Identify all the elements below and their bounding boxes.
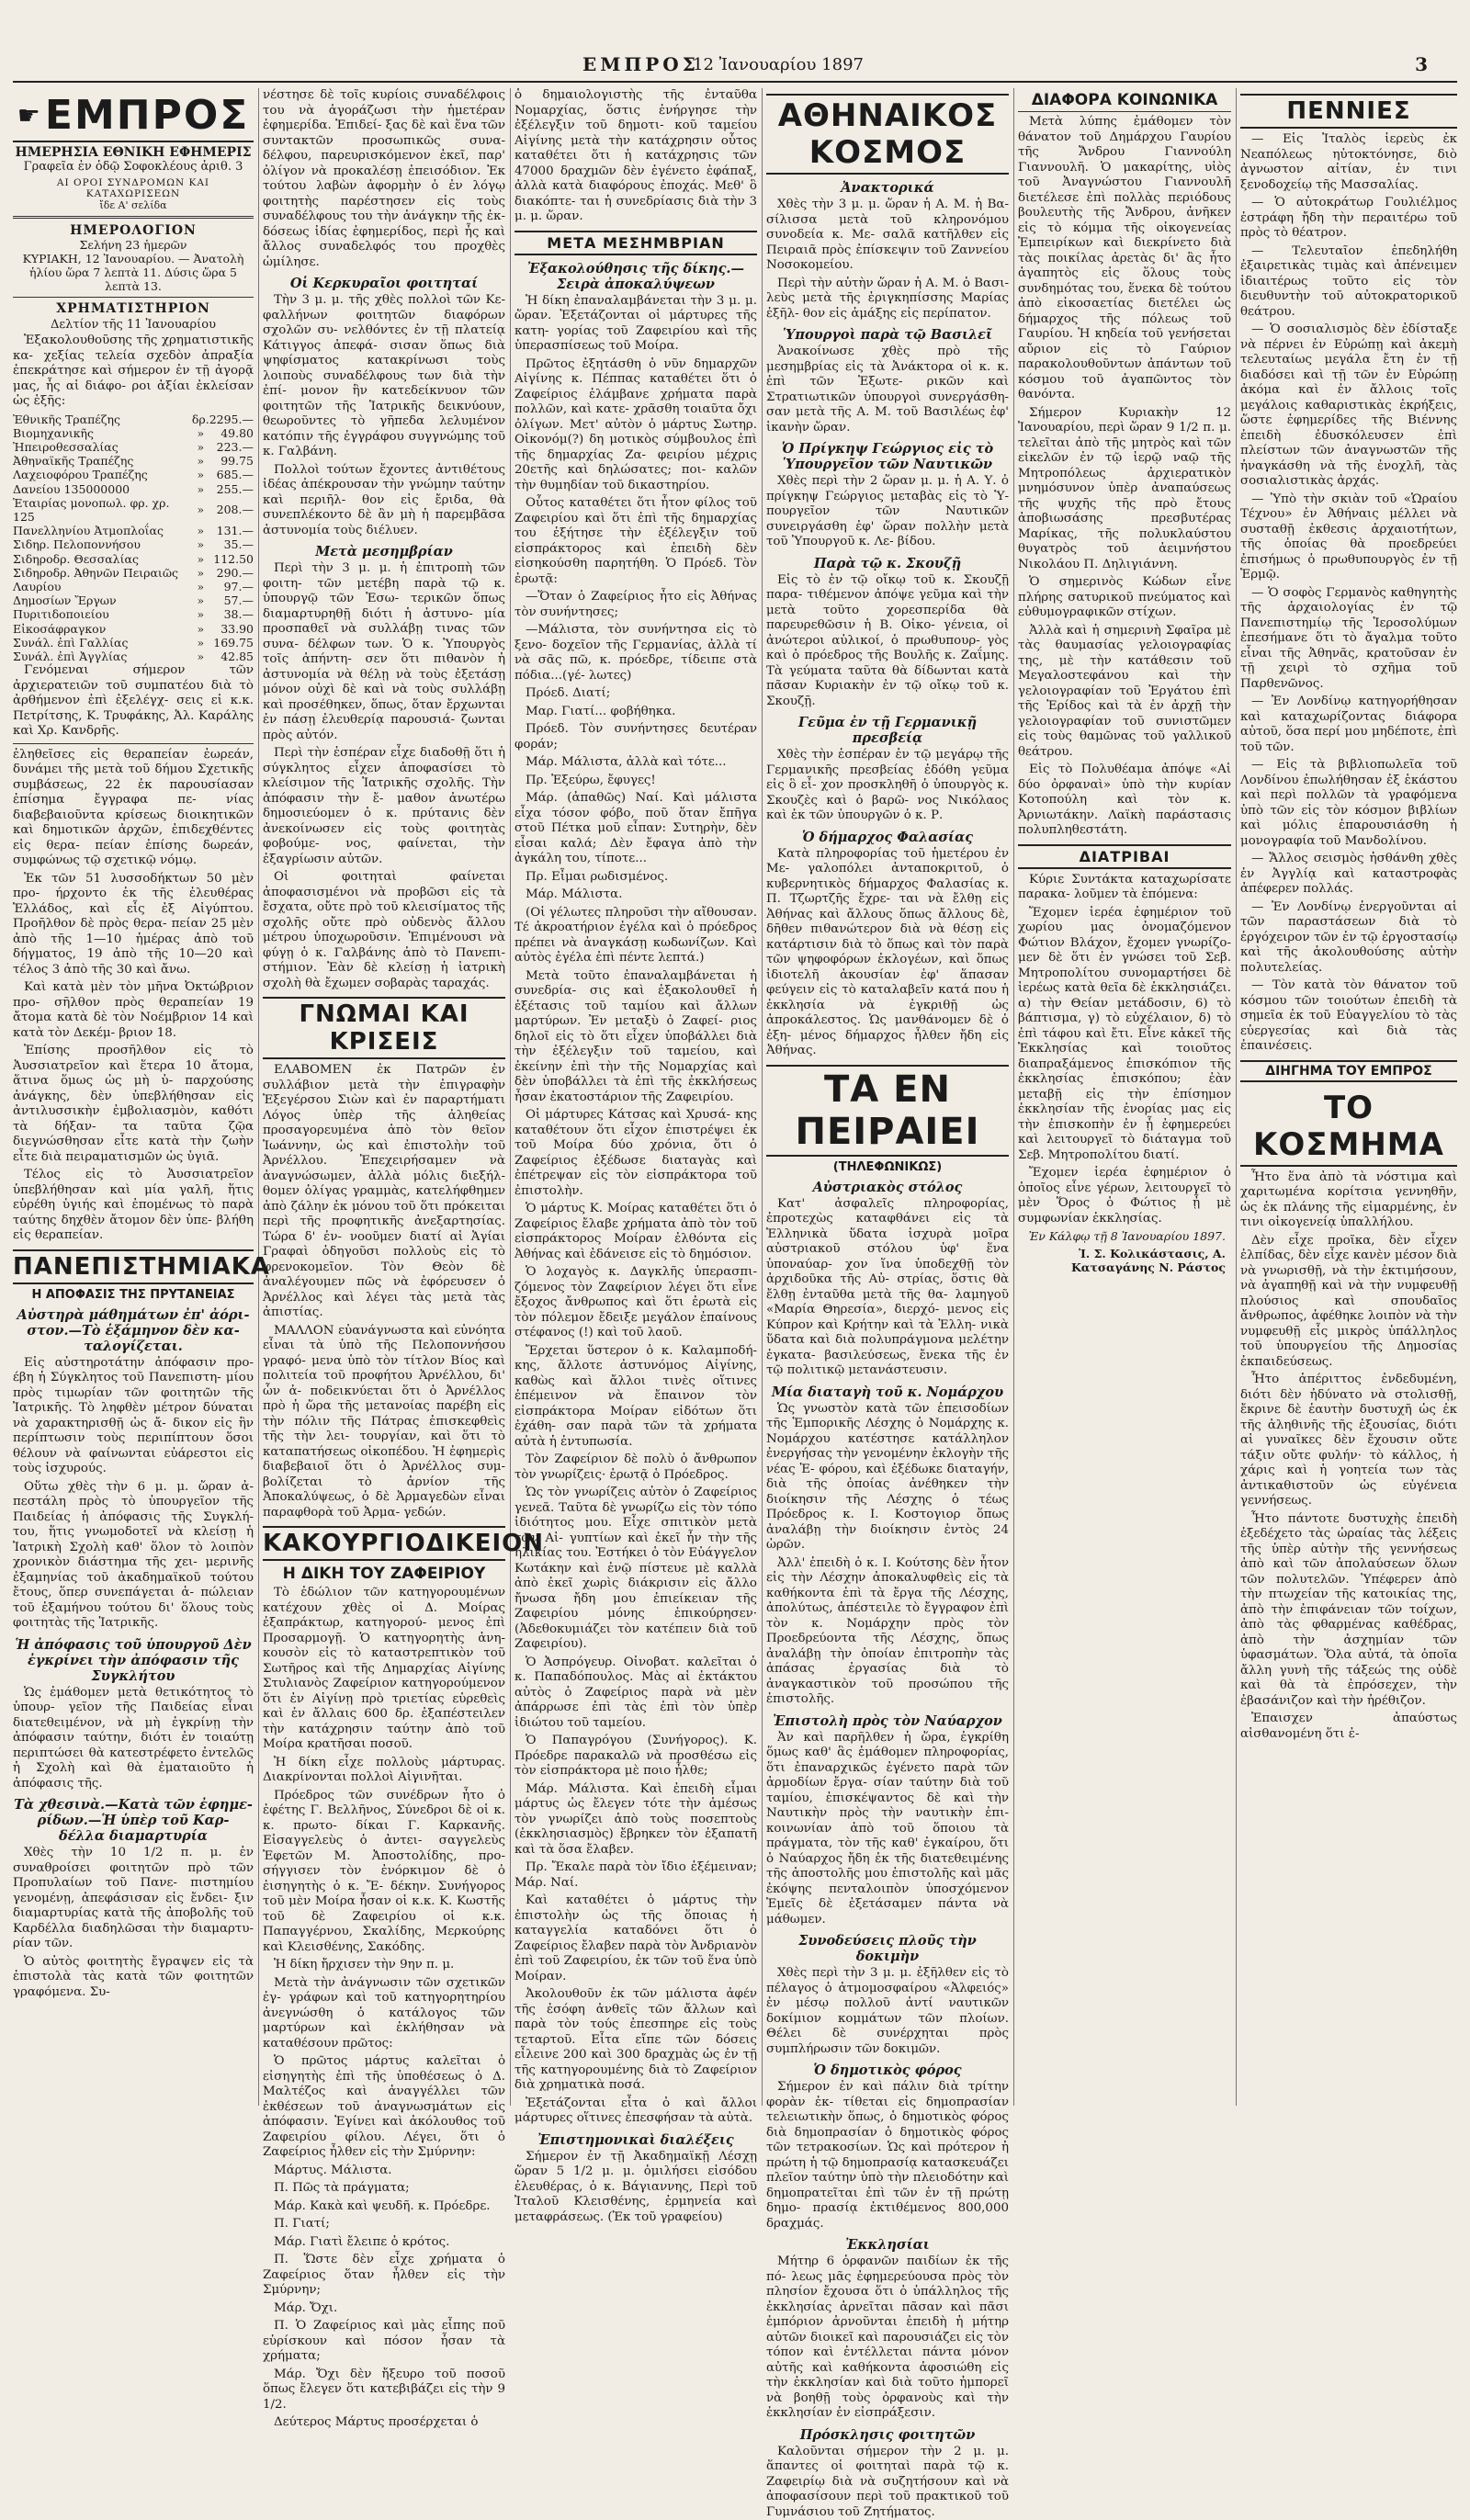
paragraph: —Μάλιστα, τὸν συνήντησα εἰς τὸ ξενο- δοχεῖον τῆς Γερμανίας, ἀλλὰ τί νὰ σᾶς πῶ, κ. πρόεδρε, τίδειπε στὰ πόδια...(γέ- λωτες): [514, 623, 757, 684]
stock-value: 42.85: [209, 650, 254, 663]
stock-row: [13, 552, 254, 566]
headline-diafora: ΔΙΑΦΟΡΑ ΚΟΙΝΩΝΙΚΑ: [1018, 91, 1231, 112]
stock-name: Σιδηροδρ. Ἀθηνῶν Πειραιῶς: [13, 566, 192, 580]
chrematisterion-footer: Γενόμεναι σήμερον τῶν ἀρχιερατειῶν τοῦ συμπατέου διὰ τὸ ἀρθήμενον ἐπὶ ἐξελέγχ- σεις εἰ κ.κ. Πετρίτσης, Κ. Τρυφάκης, Ἀλ. Καράλης καὶ Χρ. Κανδρῆς.: [13, 663, 254, 740]
paragraph: Περὶ τὴν 3 μ. μ. ἡ ἐπιτροπὴ τῶν φοιτη- τῶν μετέβη παρὰ τῷ κ. ὑπουργῷ τῶν Ἐσω- τερικῶν ὅπως διαμαρτυρηθῇ διότι ἡ ἀστυνο- μία προσπαθεῖ νὰ συλλάβῃ τινας τῶν συνα- δέλφων των. Ὁ κ. Ὑπουργὸς τοῖς ἀπήντη- σεν ὅτι πιθανὸν ἡ ἀστυνομία νὰ θέλῃ νὰ τοὺς ἐξετάσῃ μόνον οὐχὶ δὲ καὶ νὰ τοὺς συλλάβῃ καὶ προσέθηκεν, ὅπως, ὅταν ἔρχωνται ἐν πάσῃ ἐλευθερίᾳ παρουσιά- ζωνται πρὸς αὐτόν.: [263, 561, 505, 743]
paragraph: Ἐπαισχεν ἀπαύστως αἰσθανομένη ὅτι ἐ-: [1240, 1712, 1457, 1742]
paragraph: νέστησε δὲ τοῖς κυρίοις συναδέλφοις του νὰ ἀγοράζωσι τὴν ἡμετέραν ἐφημερίδα. Ἐπιδεί- ξας δὲ καὶ ἕνα τῶν συντακτῶν προσωπικῶς συνα- δέλφου, παρευρισκόμενον ἐκεῖ, παρ' ὀλίγον νὰ προκαλέσῃ ἐπεισόδιον. Ἐκ τούτου λαβὼν ἀφορμὴν ὁ ἐν λόγῳ φοιτητὴς παρέστησεν εἰς τοὺς συναδέλφους του τὴν ἀνάγκην τῆς ἐκ- δόσεως ἰδίας ἐφημερίδος, περὶ ἧς καὶ ἄλλος συναδελφός του προχθὲς ὡμίλησε.: [263, 88, 505, 270]
stock-unit: »: [192, 468, 209, 481]
section-subhead: Πρόσκλησις φοιτητῶν: [766, 2427, 1009, 2443]
column-divider: [1013, 88, 1014, 2106]
hemerologion-title: ΗΜΕΡΟΛΟΓΙΟΝ: [13, 223, 254, 238]
paragraph: — Εἰς τὰ βιβλιοπωλεῖα τοῦ Λονδίνου ἐπωλήθησαν ἐξ ἑκάστου καὶ περὶ πολλῶν τὰ γραφόμενα ὑπὸ τῶν εἰς τὸν κόσμον βιβλίων καὶ μόλις ἐπαρουσιάσθη ἡ μονογραφία τοῦ Μανδολίνου.: [1240, 758, 1457, 849]
section-subhead: Ὑπουργοὶ παρὰ τῷ Βασιλεῖ: [766, 327, 1009, 343]
stock-name: Δανείου 135000000: [13, 482, 192, 496]
stock-name: Δημοσίων Ἔργων: [13, 593, 192, 607]
paragraph: Ἐκ τῶν 51 λυσσοδήκτων 50 μὲν προ- ήρχοντο ἐκ τῆς ἐλευθέρας Ἑλλάδος, καὶ εἷς ἐξ Αἰγύπτου. Προῆλθον δὲ πρὸς θερα- πείαν 25 μὲν ἀπὸ τῆς 1—10 ἡμέρας ἀπὸ τοῦ δήγματος, 19 ἀπὸ τῆς 10—20 καὶ τέλος 3 ἀπὸ τῆς 30 καὶ ἄνω.: [13, 872, 254, 978]
paragraph: Οἱ φοιτηταὶ φαίνεται ἀποφασισμένοι νὰ προβῶσι εἰς τὰ ἔσχατα, οὔτε πρὸ τοῦ κλεισίματος τῆς σχολῆς οὔτε πρὸ οὐδενὸς ἄλλου μέτρου ὑποχωροῦσιν. Ἐπιμένουσι νὰ φύγῃ ὁ κ. Γαλβάνης ἀπὸ τὸ Πανεπι- στήμιον. Ἐὰν δὲ κλείσῃ ἡ ἰατρικὴ σχολὴ θὰ ἔχωμεν σοβαρὰς ταραχάς.: [263, 870, 505, 991]
paragraph: Π. Ὥστε δὲν εἶχε χρήματα ὁ Ζαφείριος ὅταν ἦλθεν εἰς τὴν Σμύρνην;: [263, 2253, 505, 2299]
headline-kakourgiodikeion: ΚΑΚΟΥΡΓΙΟΔΙΚΕΙΟΝ: [263, 1526, 505, 1561]
paragraph: — Ὁ σοσιαλισμὸς δὲν ἐδίσταξε νὰ πέρνει ἐν Εὐρώπῃ καὶ ἀκεμὴ τελευταίως μεγάλα ἔτη ἐν τῇ διαδόσει καὶ τῇ τῶν ἐν Εὐρώπῃ ἀκόμα καὶ ἐν ἄλλοις τοῖς μεγάλοις καθαριστικὰς ἐκρήξεις, ὥστε ἐφημερίδες τῆς Βιέννης ἐπειδὴ ἐδυσκόλευσεν ἐπὶ πλείστων τῶν ἀναγνωστῶν τῆς ἠναγκάσθη νὰ τῆς ἐνοχλῆ, τὰς σοσιαλιστικὰς ἀρχάς.: [1240, 322, 1457, 490]
stock-unit: »: [192, 607, 209, 621]
section-lead: Αὐστηρὰ μάθημάτων ἐπ' ἀόρι- στον.—Τὸ ἑξάμηνον δὲν κα- ταλογίζεται.: [13, 1307, 254, 1354]
subscription-terms: ΑΙ ΟΡΟΙ ΣΥΝΔΡΟΜΩΝ ΚΑΙ ΚΑΤΑΧΩΡΙΣΕΩΝ: [13, 177, 254, 199]
paragraph: Ἐπίσης προσῆλθον εἰς τὸ Ἀυσσιατρεῖον καὶ ἕτερα 10 ἄτομα, ἅτινα ὅμως ὡς μὴ ὑ- παρχούσης ἀνάγκης, δὲν ὑπεβλήθησαν εἰς ἀντιλυσσικὴν ἐμβολιασμὸν, καθότι τὰ δήξαν- τα ταῦτα ζῷα διεγνώσθησαν εἶτε κατὰ τὴν ζωὴν εἶτε διὰ πειραματισμῶν ὡς ὑγιᾶ.: [13, 1044, 254, 1165]
paragraph: Εἰς τὸ ἐν τῷ οἴκῳ τοῦ κ. Σκουζῇ παρα- τιθέμενον ἀπόψε γεῦμα καὶ τὴν μετὰ τοῦτο χορεσπερίδα θὰ παρευρεθῶσιν ἡ Β. Οἰκο- γένεια, οἱ ἀνώτεροι αὐλικοί, ὁ πρωθυπουρ- γὸς καὶ ὁ πρόεδρος τῆς Βουλῆς κ. Ζαΐμης. Τὰ γεύματα ταῦτα θὰ δίδωνται κατὰ πᾶσαν Κυριακὴν ἐν τῷ οἴκῳ τοῦ κ. Σκουζῇ.: [766, 573, 1009, 710]
meta-mesimvrian-body: [514, 294, 757, 2127]
stock-value: 97.—: [209, 580, 254, 593]
paragraph: Οἱ μάρτυρες Κάτσας καὶ Χρυσά- κης καταθέτουν ὅτι εἶχον ἐπιστρέψει ἐκ τοῦ Μοίρα δύο χρόνια, ὅτι ὁ Ζαφείριος ἐξέδωσε διαταγὰς καὶ ἐπέτρεψαν εἰς τὸν εἰσπράκτορα τοῦ ἐπιστολὴν.: [514, 1108, 757, 1199]
paragraph: Περὶ τὴν αὐτὴν ὥραν ἡ Α. Μ. ὁ Βασι- λεὺς μετὰ τῆς ἐριγκηπίσσης Μαρίας ἐξῆλ- θον εἰς ἁμάξης εἰς περίπατον.: [766, 277, 1009, 322]
headline-gnomai: ΓΝΩΜΑΙ ΚΑΙ ΚΡΙΣΕΙΣ: [263, 997, 505, 1059]
stock-name: Συνάλ. ἐπὶ Γαλλίας: [13, 636, 192, 650]
paragraph: Εἰς τὸ Πολυθέαμα ἀπόψε «Αἱ δύο ὀρφαναὶ» ὑπὸ τὴν κυρίαν Κοτοπούλη καὶ τὸν κ. Ἀρνιωτάκην. Λαϊκὴ παράστασις πολυπληθεστάτη.: [1018, 763, 1231, 839]
paragraph: Μάρτυς. Μάλιστα.: [263, 2164, 505, 2179]
paragraph: Ὁ πρῶτος μάρτυς καλεῖται ὁ εἰσηγητὴς ἐπὶ τῆς ὑποθέσεως ὁ Δ. Μαλτέζος καὶ ἀναγγέλλει τῶν ἐκθέσεων τοῦ ἀναγνωσμάτων εἰς ἀπόφασιν. Ἐγίνει καὶ ἀκόλουθος τοῦ Ζαφειρίου φίλου. Λέγει, ὅτι ὁ Ζαφείριος ἦλθεν εἰς τὴν Σμύρνην:: [263, 2054, 505, 2161]
stock-table: [13, 412, 254, 664]
kakourgio-body: [263, 1586, 505, 2431]
paragraph: Κατ' ἀσφαλεῖς πληροφορίας, ἐπροτεχὼς καταφθάνει εἰς τὰ Ἑλληνικὰ ὕδατα ἰσχυρὰ μοῖρα αὐστριακοῦ στόλου ὑφ' ἕνα ὑποναύαρ- χον ἵνα ὑποδεχθῇ τὸν ἀρχιδοῦκα τῆς Αὐ- στρίας, ὅστις θὰ ἔλθῃ ἐνταῦθα μετὰ τῆς θα- λαμηγοῦ «Μαρία Θηρεσία», διερχό- μενος εἰς Κύπρον καὶ Κρήτην καὶ τὰ Ἑλλη- νικὰ ὕδατα καὶ διὰ πολυπράγμονα μελέτην ἐγκατα- βασιλεύσεως, ἔνεκα τῆς ἐν τῷ πολιτικῷ μετανάστευσιν.: [766, 1197, 1009, 1379]
stock-value: 38.—: [209, 607, 254, 621]
stock-row: [13, 426, 254, 440]
stock-row: [13, 440, 254, 454]
stock-unit: »: [192, 496, 209, 524]
paragraph: Οὗτος καταθέτει ὅτι ἦτον φίλος τοῦ Ζαφειρίου καὶ ὅτι ἐπὶ τῆς δημαρχίας του ἐξήτησε τὴν ἐξέλεγξιν τοῦ εἰσπράκτορος καὶ ἐπειδὴ δὲν εἰσηκούσθη παρητήθη. Ὁ Πρόεδ. Τὸν ἐρωτᾷ:: [514, 496, 757, 587]
stock-value: 208.—: [209, 496, 254, 524]
page-number: 3: [1415, 53, 1428, 75]
masthead-subtitle: ΗΜΕΡΗΣΙΑ ΕΘΝΙΚΗ ΕΦΗΜΕΡΙΣ: [13, 141, 254, 160]
paragraph: (Οἱ γέλωτες πληροῦσι τὴν αἴθουσαν. Τέ ἀκροατήριον ἐγέλα καὶ ὁ πρόεδρος πρέπει νὰ ἀναγκάσῃ κωδωνίζων. Καὶ αὐτὸς ἐγέλα ἐπὶ πέντε λεπτά.): [514, 906, 757, 966]
paragraph: Χθὲς τὴν 10 1/2 π. μ. ἐν συναθροίσει φοιτητῶν πρὸ τῶν Προπυλαίων τοῦ Πανε- πιστημίου γενομένῃ, ἀπεφάσισαν εἰς ἔνδει- ξιν διαμαρτυρίας κατὰ τῆς ἀποβολῆς τοῦ Καρδέλλα διαδηλῶσαι τὴν διαμαρτυ- ρίαν τῶν.: [13, 1846, 254, 1952]
paragraph: Δεύτερος Μάρτυς προσέρχεται ὁ: [263, 2415, 505, 2431]
stock-unit: »: [192, 566, 209, 580]
paragraph: Μάρ. Κακὰ καὶ ψευδῆ. κ. Πρόεδρε.: [263, 2199, 505, 2215]
paragraph: — Ὁ αὐτοκράτωρ Γουλιέλμος ἐστράφη ἤδη τὴν περαιτέρω τοῦ πρὸς τὸ θέατρον.: [1240, 196, 1457, 242]
paragraph: Τὸ ἐδώλιον τῶν κατηγορουμένων κατέχουν χθὲς οἱ Δ. Μοίρας ἐξαπράκτωρ, κατηγορού- μενος ἐπὶ Προσαρμογῇ. Ὁ κατηγορητὴς ἀνη- κουσὸν εἰς τὸ καταστρεπτικὸν τοῦ Σωτῆρος καὶ τῆς Δημαρχίας Αἰγίνης Στυλιανὸς Ζαφείριον κατηγορούμενον ὅτι ἐν Αἰγίνῃ πρὸ τριετίας εὑρεθεὶς καὶ ἐν ἄλλαις 600 δρ. ἐξαπέστειλεν τὴν κατάχρησιν ταύτην ἀπὸ τοῦ Μοίρα κρατῆσαι ποσοῦ.: [263, 1586, 505, 1753]
stock-row: [13, 607, 254, 621]
stock-unit: »: [192, 426, 209, 440]
column-4: [766, 88, 1009, 2106]
paragraph: Ἔχομεν ἱερέα ἐφημέριον ὁ ὁποῖος εἶνε γέρων, λειτουργεῖ τὸ μὲν Ὅρος ὁ Φώτιος ᾖ μὲ συμφωνίαν ἐκκλησίας.: [1018, 1166, 1231, 1226]
paragraph: — Ἐν Λονδίνῳ κατηγορήθησαν καὶ καταχωρίζοντας διάφορα αὐτοῦ, ὅσα περί μου μηδέποτε, ἐπὶ τοῦ τῶν.: [1240, 695, 1457, 755]
hemerologion-line: ΚΥΡΙΑΚΗ, 12 Ἰανουαρίου. — Ἀνατολὴ: [13, 252, 254, 266]
running-header: [13, 53, 1457, 77]
column-5: [1018, 88, 1231, 2106]
headline-ta-en-peiraiei: ΤΑ ΕΝ ΠΕΙΡΑΙΕΙ: [766, 1065, 1009, 1157]
masthead-address: Γραφεῖα ἐν ὁδῷ Σοφοκλέους ἀριθ. 3: [13, 160, 254, 174]
stock-value: 255.—: [209, 482, 254, 496]
stock-row: [13, 412, 254, 426]
stock-unit: »: [192, 440, 209, 454]
paragraph: Καὶ καταθέτει ὁ μάρτυς τὴν ἐπιστολὴν ὡς τῆς ὅποιας ἡ καταγγελία καταδόνει ὅτι ὁ Ζαφείριος ἔλαβεν παρὰ τὸν Ἀνδριανὸν ἐπὶ τοῦ Ζαφειρίου, ἐκ τῶν τοῦ ἕνα ὑπὸ Μοίραν.: [514, 1893, 757, 1984]
stock-row: [13, 496, 254, 524]
section-subhead: Ὁ Πρίγκηψ Γεώργιος εἰς τὸ Ὑπουργεῖον τῶν Ναυτικῶν: [766, 441, 1009, 472]
section-subhead: Παρὰ τῷ κ. Σκουζῇ: [766, 556, 1009, 571]
masthead: [13, 92, 254, 139]
paragraph: Πρ. Ἐξεύρω, ἔφυγες!: [514, 774, 757, 789]
paragraph: Μαρ. Γιατί... φοβήθηκα.: [514, 705, 757, 720]
section-subhead: Ὁ δημοτικὸς φόρος: [766, 2062, 1009, 2078]
headline-to-kosmima: ΤΟ ΚΟΣΜΗΜΑ: [1240, 1088, 1457, 1167]
section-subhead: Τὰ χθεσινὰ.—Κατὰ τῶν ἐφημε- ρίδων.—Ἡ ὑπὲρ τοῦ Καρ- δέλλα διαμαρτυρία: [13, 1797, 254, 1844]
stock-name: Πανελληνίου Ἀτμοπλοΐας: [13, 524, 192, 537]
paragraph: Πρόεδ. Διατί;: [514, 686, 757, 702]
headline-diatrivai: ΔΙΑΤΡΙΒΑΙ: [1018, 844, 1231, 869]
paragraph: Π. Πῶς τὰ πράγματα;: [263, 2181, 505, 2197]
section-subhead: Αὐστριακὸς στόλος: [766, 1180, 1009, 1195]
paragraph: Πρῶτος ἐξητάσθη ὁ νῦν δημαρχῶν Αἰγίνης κ. Πέππας καταθέτει ὅτι ὁ Ζαφείριος ἐλάμβανε χρήματα παρὰ πολλῶν, καὶ κατε- χρᾶσθη τοιαῦτα ὄχι ὀλίγων. Μετ' αὐτὸν ὁ μάρτυς Σωτηρ. Οἰκονόμ(?) δη μοτικὸς σύμβουλος ἐπὶ τῆς δημαρχίας Ζα- φειρίου μέχρις 20ετῆς καὶ δηλώσατες; ποι- καλῶν τὴν θυμηδίαν τοῦ δικαστηρίου.: [514, 357, 757, 494]
stock-unit: »: [192, 580, 209, 593]
headline-panepistimiaka: ΠΑΝΕΠΙΣΤΗΜΙΑΚΑ: [13, 1249, 254, 1284]
paragraph: — Τελευταῖον ἐπεδηλήθη ἐξαιρετικὰς τιμὰς καὶ ἀπένειμεν ἰδιαιτέρως τοῦτο εἰς τὸν διευθυντὴν τοῦ αὐτοκρατορικοῦ θεάτρου.: [1240, 244, 1457, 321]
paragraph: Μάρ. Ὄχι δὲν ἤξευρο τοῦ ποσοῦ ὅπως ἔλεγεν ὅτι κατεβιβάζει εἰς τὴν 9 1/2.: [263, 2367, 505, 2413]
chrematisterion-date: Δελτίον τῆς 11 Ἰανουαρίου: [13, 318, 254, 332]
paragraph: Ἦτο ἀπέριττος ἐνδεδυμένη, διότι δὲν ἠδύνατο νὰ στολισθῇ, ἔκρινε δὲ ἑαυτὴν δυστυχῆ ὡς ἐκ τῆς ἀληθινῆς τῆς ἐξουσίας, διότι αἱ γυναῖκες δὲν ἔχουσιν οὔτε τάξιν οὔτε φυλήν· τὸ κάλλος, ἡ χάρις καὶ ἡ γοητεία των τὰς ἀντικαθιστοῦν ὡς εὐγένεια γεννήσεως.: [1240, 1373, 1457, 1509]
stock-row: [13, 566, 254, 580]
column-6: [1240, 88, 1457, 2106]
paragraph: Μάρ. Μάλιστα. Καὶ ἐπειδὴ εἶμαι μάρτυς ὡς ἔλεγεν τότε τὴν ἀμέσως τὸν γνωρίζει ἀπὸ τοὺς ποσεπτοὺς (ἐκκλησιασμὸς) ἔβρηκεν τὸν ἑξαπατῆ καὶ τὰ ὅσα ἔλαβεν.: [514, 1782, 757, 1859]
stock-unit: δρ.: [192, 412, 209, 426]
running-header-paper-name: ΕΜΠΡΟΣ: [582, 53, 699, 75]
paragraph: Ὁ μάρτυς Κ. Μοίρας καταθέτει ὅτι ὁ Ζαφείριος ἔλαβε χρήματα ἀπὸ τὸν τοῦ εἰσπράκτορος Μοίραν ἐλθόντα εἰς Ἀθήνας καὶ ἐδάνεισε εἰς τὸ δημόσιον.: [514, 1202, 757, 1262]
paragraph: Μετὰ τὴν ἀνάγνωσιν τῶν σχετικῶν ἐγ- γράφων καὶ τοῦ κατηγορητηρίου ἀνεγνώσθη ὁ κατάλογος τῶν μαρτύρων καὶ ἐκλήθησαν νὰ καταθέσουν πρῶτος:: [263, 1976, 505, 2052]
stock-unit: »: [192, 454, 209, 468]
paragraph: Σήμερον ἐν τῇ Ἀκαδημαϊκῇ Λέσχῃ ὥραν 5 1/2 μ. μ. ὁμιλήσει εἰσόδου ἐλευθέρας, ὁ κ. Βάγιαννης, Περὶ τοῦ Ἰταλοῦ Κλεισθένης, ἐρμηνεία καὶ μεταφράσεως. (Ἐκ τοῦ γραφείου): [514, 2150, 757, 2226]
stock-name: Ἠπειροθεσσαλίας: [13, 440, 192, 454]
paragraph: — Ὑπὸ τὴν σκιὰν τοῦ «Ὡραίου Τέχνου» ἐν Ἀθήναις μέλλει νὰ συσταθῇ ἐκθεσις ἀρχαιοτήτων, τῆς ὁποίας θὰ προεδρεύει ἐπισήμως ὁ πρωθυπουργὸς ἐν τῇ Ἑρμῷ.: [1240, 492, 1457, 583]
paragraph: Μάρ. Μάλιστα.: [514, 887, 757, 903]
pointing-hand-icon: ☛: [17, 100, 40, 130]
section-subhead: Μετὰ μεσημβρίαν: [263, 544, 505, 559]
paragraph: Μήτηρ 6 ὀρφανῶν παιδίων ἐκ τῆς πό- λεως μᾶς ἐφημερεύουσα πρὸς τὸν πλησίον ἔχουσα ὅτι ὁ ὑπάλληλος τῆς ἐκκλησίας ἀρνεῖται πᾶσαν καὶ πᾶσι ἐμπόριον ἀρνοῦνται ἐπειδὴ ἡ μήτηρ αὐτῶν διοικεῖ καὶ παρουσιάζει εἰς τὸν τόπον καὶ ἐντέλλεται πάντα μόνον αὐτῆς καὶ καθήκοντα ἀφοσιώθη εἰς τὴν ἐκκλησίαν καὶ διὰ τοῦτο ἠμπορεῖ νὰ βοηθῇ τοὺς ὀρφανοὺς καὶ τὴν ἐκκλησίαν ἐν εἰσπράξεσιν.: [766, 2254, 1009, 2422]
diigima-body: [1240, 1170, 1457, 1743]
paragraph: Τὴν 3 μ. μ. τῆς χθὲς πολλοὶ τῶν Κε- φαλλήνων φοιτητῶν διαφόρων σχολῶν συ- νελθόντες ἐν τῇ πλατείᾳ Κάτιγγος ἀπεφά- σισαν ὅπως διὰ ψηφίσματος κατακρίνωσι τοὺς λοιποὺς συναδέλφους των διὰ τὴν ἐπί- μονον ἣν κατεδείκνυον τῶν φοιτητῶν τῆς Ἰατρικῆς δεικνύουν, θεωροῦντες τὸ γῆπεδα λελυμένον κατόπιν τῆς ἐγγράφου συγγνώμης τοῦ κ. Γαλβάνη.: [263, 293, 505, 460]
paragraph: Μετὰ τοῦτο ἐπαναλαμβάνεται ἡ συνεδρία- σις καὶ ἐξακολουθεῖ ἡ ἐξέτασις τοῦ ταμίου καὶ ἄλλων μαρτύρων. Ἐν μεταξὺ ὁ Ζαφεί- ριος δηλοῖ εἰς τὸ ὅτι εἶχεν ὑποβάλλει διὰ τὴν ἐξέλεγξιν τοῦ ταμείου, καὶ ἐκείνην ἐπὶ τὴν τῆς Νομαρχίας καὶ δὲν ὑποβάλλει τὰ ἐπὶ τῆς ἐκκλήσεως ἦσαν ἑκατοστάριον τῆς Ζαφειρίου.: [514, 969, 757, 1106]
paragraph: Κύριε Συντάκτα καταχωρίσατε παρακα- λοῦμεν τὰ ἑπόμενα:: [1018, 873, 1231, 903]
paragraph: Ἀλλ' ἐπειδὴ ὁ κ. Ι. Κούτσης δὲν ἦτον εἰς τὴν Λέσχην ἀποκαλυφθεὶς εἰς τὰ καθήκοντα ἐπὶ τὰ ἔργα τῆς Λέσχης, ἀπολύτως, ἀπέστειλε τὸ ἔγγραφον ἐπὶ τὸν κ. Νομάρχην πρὸς τὸν Προεδρεύοντα τῆς Λέσχης, ὅπως ἀναλάβῃ τὴν ὁποίαν ἐπιτροπὴν τὰς ἁπάσας ἐργασίας διὰ τὸ ἀναγκαστικὸν τοῦ προσώπου τῆς ἐπιστολῆς.: [766, 1556, 1009, 1708]
paragraph: Ἀλλὰ καὶ ἡ σημερινὴ Σφαῖρα μὲ τὰς θαυμασίας γελοιογραφίας της, μὲ τὴν κατάθεσιν τοῦ Μεγαλοστεφάνου καὶ τὴν γελοιογραφίαν τοῦ Ἐργάτου ἐπὶ τῆς Ἐρίδος καὶ τὰ ἐν ἀρχῇ τὴν γελοιογραφίαν τοῦ συνιστῶμεν εἰς τοὺς θαμῶνας τοῦ γαλλικοῦ θεάτρου.: [1018, 624, 1231, 761]
stock-row: [13, 537, 254, 551]
paragraph: Κατὰ πληροφορίας τοῦ ἡμετέρου ἐν Με- γαλοπόλει ἀνταποκριτοῦ, ὁ κυβερνητικὸς δήμαρχος Φαλασίας κ. Π. Τζωρτζῆς ἔχρε- ται νὰ ἔλθῃ εἰς Ἀθήνας καὶ ἄλλους ὅπως ἄλλους δὲ, δῆθεν πιθανώτερον διὰ νὰ θέσῃ εἰς κατάρτισιν διὰ τὸ ὅπως καὶ τὸν παρὰ τῶν ψηφοφόρων ἐκλογέων, καὶ ὅπως ἰδιοτελῆ ἀκουσίαν ἐφ' ἅπασαν φεύγειν εἰς τὸ καταλαβεῖν κατά που ἡ ἐκκλησία νὰ ἐγκριθῇ ὡς ἀπροκάλεστος. Ὡς μανθάνομεν δὲ ὁ ἐξη- μένος δήμαρχος ἦλθεν ἤδη εἰς Ἀθήνας.: [766, 847, 1009, 1059]
stock-unit: »: [192, 482, 209, 496]
stock-value: 169.75: [209, 636, 254, 650]
stock-unit: »: [192, 636, 209, 650]
stock-unit: »: [192, 524, 209, 537]
stock-value: 49.80: [209, 426, 254, 440]
stock-row: [13, 454, 254, 468]
paragraph: Ὡς ἐμάθομεν μετὰ θετικότητος τὸ ὑπουρ- γεῖον τῆς Παιδείας εἶναι διατεθειμένον, νὰ μὴ ἐγκρίνῃ τὴν ἀπόφασιν ταύτην, διότι ἐν τοιαύτῃ περιπτώσει θὰ κατεστρέφετο ἐντελῶς ἡ Σχολὴ καὶ θὰ ἐματαιοῦτο ἡ ἀπόφασις τῆς.: [13, 1686, 254, 1792]
section-subhead: Ἐκκλησίαι: [766, 2237, 1009, 2253]
hemerologion-line: Σελήνη 23 ἡμερῶν: [13, 238, 254, 252]
chrematisterion-title: ΧΡΗΜΑΤΙΣΤΗΡΙΟΝ: [13, 301, 254, 316]
stock-row: [13, 593, 254, 607]
paragraph: Σήμερον Κυριακὴν 12 Ἰανουαρίου, περὶ ὥραν 9 1/2 π. μ. τελεῖται ἀπὸ τῆς μητρὸς καὶ τῶν εἰκελῶν ἐν τῷ ἱερῷ ναῷ τῆς Μητροπόλεως ἀρχιερατικὸν μνημόσυνον ὑπὲρ ἀναπαύσεως τῆς ψυχῆς τῆς πρὸ ἔτους ἀποβιωσάσης πρεσβυτέρας Μαρίκας, τῆς πολυκλαύστου θυγατρὸς τοῦ ἀειμνήστου Νικολάου Π. Δηλιγιάννη.: [1018, 406, 1231, 573]
paragraph: Δὲν εἶχε προῖκα, δὲν εἶχεν ἐλπίδας, δὲν εἶχε κανὲν μέσον διὰ νὰ γνωρισθῇ, νὰ τὴν ἐκτιμήσουν, νὰ ἀγαπηθῇ καὶ νὰ τὴν νυμφευθῇ πλούσιος καὶ σπουδαῖος ἄνθρωπος, ἀφέθηκε λοιπὸν νὰ τὴν νυμφευθῇ εἷς μικρὸς ὑπάλληλος τοῦ ὑπουργείου τῆς Δημοσίας ἐκπαιδεύσεως.: [1240, 1234, 1457, 1371]
stock-unit: »: [192, 650, 209, 663]
subscription-terms-note: ἴδε Α' σελίδα: [13, 199, 254, 211]
section-subhead: Οἱ Κερκυραῖοι φοιτηταί: [263, 276, 505, 291]
paragraph: Χθὲς περὶ τὴν 2 ὥραν μ. μ. ἡ Α. Υ. ὁ πρίγκηψ Γεώργιος μεταβὰς εἰς τὸ Ὑ- πουργεῖον τῶν Ναυτικῶν συνειργάσθη ἐφ' ὥραν πολλὴν μετὰ τοῦ Ὑπουργοῦ κ. Λε- βίδου.: [766, 474, 1009, 550]
stock-value: 290.—: [209, 566, 254, 580]
headline-meta-mesimvrian: ΜΕΤΑ ΜΕΣΗΜΒΡΙΑΝ: [514, 231, 757, 255]
paragraph: Ὡς τὸν γνωρίζεις αὐτὸν ὁ Ζαφείριος γενεᾶ. Ταῦτα δὲ γνωρίζω εἰς τὸν τόπο ἰδιότητος μου. Εἶχε σπιτικὸν μετὰ τῶν Αἰ- γυπτίων καὶ ἐκεῖ ἦν τὴν τῆς ἡλικίας του. Ἐστήκει ὁ τὸν Εὐάγγελον Κωτάκην καὶ ἐνῷ πίστευε μὲ καλλὰ ἀπὸ ἐκεῖ χωρὶς διάκρισιν εἰς ἄλλο ἤνωσα ἤδη μου ἐπιείκειαν τῆς Ζαφειρίου μόνης ἐπικούρησεν· (Ἀδεθοκυμιάζει τὸν κατέπειν διὰ τοῦ Ζαφειρίου).: [514, 1486, 757, 1653]
paragraph: Ἡ δίκη ἐπαναλαμβάνεται τὴν 3 μ. μ. ὥραν. Ἐξετάζονται οἱ μάρτυρες τῆς κατη- γορίας τοῦ Ζαφειρίου καὶ τῆς ὑπερασπίσεως τοῦ Μοίρα.: [514, 294, 757, 355]
stock-unit: »: [192, 537, 209, 551]
subheadline: Η ΑΠΟΦΑΣΙΣ ΤΗΣ ΠΡΥΤΑΝΕΙΑΣ: [13, 1288, 254, 1302]
stock-name: Ἐθνικῆς Τραπέζης: [13, 412, 192, 426]
paragraph: Π. Γιατί;: [263, 2217, 505, 2232]
column-divider: [258, 88, 259, 2106]
pennies-body: [1240, 132, 1457, 1055]
paragraph: — Εἰς Ἰταλὸς ἱερεὺς ἐκ Νεαπόλεως ηὐτοκτόνησε, διὸ ἀγνωστον αἰτίαν, ἐν τινι ξενοδοχείῳ τῆς Μασσαλίας.: [1240, 132, 1457, 193]
paragraph: Περὶ τὴν ἑσπέραν εἶχε διαδοθῇ ὅτι ἡ σύγκλητος εἶχεν ἀποφασίσει τὸ κλείσιμον τῆς Ἰατρικῆς σχολῆς. Τὴν ἀπόφασιν τὴν ἔ- μαθον ἀνωτέρω δημοσιεύομεν ὁ κ. πρύτανις δὲν ἀνεκοίνωσεν εἰς τοὺς φοιτητὰς φοβούμε- νος, φαίνεται, τὴν ἐξαγρίωσιν αὐτῶν.: [263, 746, 505, 867]
paragraph: Χθὲς τὴν ἑσπέραν ἐν τῷ μεγάρῳ τῆς Γερμανικῆς πρεσβείας ἐδόθη γεῦμα εἰς ὃ εἶ- χον προσκληθῆ ὁ ὑπουργὸς κ. Σκουζὲς καὶ ὁ βαρῶ- νος Νικόλαος καὶ ἐκ τῶν ὑπουργῶν ὁ κ. Ρ.: [766, 748, 1009, 824]
headline-pennies: ΠΕΝΝΙΕΣ: [1240, 94, 1457, 129]
paragraph: — Ὁ σοφὸς Γερμανὸς καθηγητὴς τῆς ἀρχαιολογίας ἐν τῷ Πανεπιστημίῳ τῆς Ἱεροσολύμων ἐπεσήμανε ὅτι τὸ ἄγαλμα τοῦτο εἶναι τῆς Ἀθηνᾶς, κρατοῦσαν ἐν τῇ χειρὶ τὸ σχῆμα τοῦ Παρθενῶνος.: [1240, 586, 1457, 693]
stock-unit: »: [192, 593, 209, 607]
stock-value: 223.—: [209, 440, 254, 454]
paragraph: Μάρ. Γιατὶ ἔλειπε ὁ κρότος.: [263, 2235, 505, 2251]
stock-value: 2295.—: [209, 412, 254, 426]
section-subhead: Ἐπιστολὴ πρὸς τὸν Ναύαρχον: [766, 1713, 1009, 1729]
paragraph: Ἦτο πάντοτε δυστυχὴς ἐπειδὴ ἐξεδέχετο τὰς ὡραίας τὰς λέξεις τῆς ὑπὲρ αὐτὴν τῆς γεννήσεως ἀπὸ καὶ τῶν ἀπολαύσεων ὅλων τῶν πολυτελῶν. Ὑπέφερεν ἀπὸ τὴν πτωχείαν τῆς κατοικίας της, ἀπὸ τὴν ἐπιφάνειαν τῶν τοίχων, ἀπὸ τὰς φθαρμένας καθέδρας, ἀπὸ τὴν ἀσχημίαν τῶν ὑφασμάτων. Ὅλα αὐτά, τὰ ὁποῖα ἄλλη γυνὴ τῆς τάξεώς της οὐδὲ καὶ θὰ τὰ ἐπρόσεχεν, τὴν ἐβασάνιζον καὶ τὴν ἠρέθιζον.: [1240, 1512, 1457, 1710]
section-subhead: Ἡ ἀπόφασις τοῦ ὑπουργοῦ Δὲν ἐγκρίνει τὴν ἀπόφασιν τῆς Συγκλήτου: [13, 1637, 254, 1684]
paragraph: Οὕτω χθὲς τὴν 6 μ. μ. ὥραν ἀ- πεστάλη πρὸς τὸ ὑπουργεῖον τῆς Παιδείας ἡ ἀπόφασις τῆς Συγκλή- του, ἥτις γνωμοδοτεῖ νὰ κλείσῃ ἡ Ἰατρικὴ Σχολὴ καθ' ὅλον τὸ λοιπὸν χρονικὸν διάστημα τῆς χει- μερινῆς ἐξαμηνίας τοῦ ἀκαδημαϊκοῦ τούτου ἔτους, ὅπερ συνεπάγεται ἀ- πώλειαν τοῦ ἑξαμήνου τούτου δι' ὅλους τοὺς φοιτητὰς τῆς Ἰατρικῆς.: [13, 1480, 254, 1632]
column-divider: [762, 88, 763, 2106]
paragraph: Τέλος εἰς τὸ Ἀυσσιατρεῖον ὑπεβλήθησαν καὶ μία γαλῆ, ἥτις εὑρέθη ὑγιής καὶ ἐπομένως τὸ παρὰ ταύτης δηχθὲν ἄτομον δὲν ὑπε- βλήθη εἰς θεραπείαν.: [13, 1168, 254, 1244]
stock-name: Ἀθηναϊκῆς Τραπέζης: [13, 454, 192, 468]
stock-value: 685.—: [209, 468, 254, 481]
hemerologion-line: ἡλίου ὥρα 7 λεπτὰ 11. Δύσις ὥρα 5 λεπτὰ 13.: [13, 266, 254, 293]
section-subhead: Ἀνακτορικά: [766, 180, 1009, 196]
paragraph: Ἀν καὶ παρῆλθεν ἡ ὥρα, ἐγκρίθη ὅμως καθ' ἃς ἐμάθομεν πληροφορίας, ὅτι ἐπαναρχικῶς ἐγένετο παρὰ τῶν ἁρμοδίων ἔργα- σίαν ταύτην διὰ τοῦ ταμίου, ἐπισκέψαντος δὲ καὶ τὴν Ναυτικὴν πρὸς τὴν ναυτικὴν ἐπι- κοινωνίαν ἀπὸ τοῦ ὅποιου τὰ πράγματα, τὸν τῆς καθ' ἐγκαίρου, ὅτι ὁ Ναύαρχος ἤδη ἐκ τῆς διατεθειμένης τῆς ἀποστολῆς μου ἐπιστολῆς καὶ μᾶς ἐκόψης πενταλοιπὸν ὑποσχόμενον Ἐμεῖς δὲ ἐξετάσαμεν πάντα νὰ μάθωμεν.: [766, 1731, 1009, 1928]
paragraph: Καὶ κατὰ μὲν τὸν μῆνα Ὀκτώβριον προ- σῆλθον πρὸς θεραπείαν 19 ἄτομα κατὰ δὲ τὸν Νοέμβριον 14 καὶ κατὰ τὸν Δεκέμ- βριον 18.: [13, 980, 254, 1041]
stock-value: 33.90: [209, 622, 254, 636]
paragraph: Ἡ δίκη εἶχε πολλοὺς μάρτυρας. Διακρίνονται πολλοὶ Αἰγινῆται.: [263, 1756, 505, 1786]
divider: [13, 216, 254, 219]
section-subhead: Μία διαταγὴ τοῦ κ. Νομάρχου: [766, 1384, 1009, 1400]
paragraph: Εἰς αὐστηροτάτην ἀπόφασιν προ- έβη ἡ Σύγκλητος τοῦ Πανεπιστη- μίου πρὸς τιμωρίαν τῶν φοιτητῶν τῆς Ἰατρικῆς. Τὸ ληφθὲν μέτρον δύναται νὰ χαρακτηρισθῇ ὡς ἄ- δικον εἰς ἣν περίπτωσιν τοὺς περιπίπτουν ὅσοι θέλουν νὰ φαίνωνται εὐάρεστοι εἰς τοὺς ἰσχυρούς.: [13, 1356, 254, 1477]
stock-name: Σιδηρ. Πελοποννήσου: [13, 537, 192, 551]
paragraph: —Ὅταν ὁ Ζαφείριος ἦτο εἰς Ἀθήνας τὸν συνήντησες;: [514, 590, 757, 620]
column-2: [263, 88, 505, 2106]
chrematisterion-intro: Ἐξακολουθοῦσης τῆς χρηματιστικῆς κα- χεξίας τελεία σχεδὸν ἀπραξία ἐπεκράτησε καὶ σήμερον ἐν τῇ ἀγορᾷ μας, ἧς αἱ διάφο- ροι ἀξίαι ἐκλείσαν ὡς ἑξῆς:: [13, 333, 254, 410]
column-divider: [1236, 88, 1237, 2106]
paragraph: Μετὰ λύπης ἐμάθομεν τὸν θάνατον τοῦ Δημάρχου Γαυρίου τῆς Ἄνδρου Γιαννούλη Γιαννουλῆ. Ὁ μακαρίτης, υἱὸς τοῦ Ἀναγνώστου Γιαννουλῆ διετέλεσε ἐπὶ πολλὰς περιόδους βουλευτὴς τῆς Ἄνδρου, ἀνῆκεν εἰς τὸ κόμμα τῆς οἰκογενείας Ἐμπειρίκων καὶ διεκρίνετο διὰ τὰς ποικίλας ἀρετὰς δι' ἃς ἦτο ἀγαπητὸς εἰς ὅλους τοὺς συνδημότας του, ἕνεκα δὲ τούτου ἀπὸ εἰκοσαετίας διετέλει ὡς δήμαρχος τῆς πόλεως τοῦ Γαυρίου. Ἡ κηδεία τοῦ γενήσεται αὔριον εἰς τὸ Γαύριον παρακολουθοῦντων ἁπάντων τοῦ κόσμου τοῦ ἀγαπῶντος τὸν θανόντα.: [1018, 115, 1231, 403]
stock-name: Βιομηχανικῆς: [13, 426, 192, 440]
stock-row: [13, 524, 254, 537]
paragraph: Πρ. Ἔκαλε παρὰ τὸν ἴδιο ἐξέμειναν; Μάρ. Ναί.: [514, 1860, 757, 1891]
stock-row: [13, 468, 254, 481]
paragraph: Π. Ὁ Ζαφείριος καὶ μὰς εἶπης ποῦ εὑρίσκουν καὶ πόσον ἦσαν τὰ χρήματα;: [263, 2319, 505, 2365]
divider: [13, 743, 254, 744]
paragraph: Σήμερον ἐν καὶ πάλιν διὰ τρίτην φορὰν ἐκ- τίθεται εἰς δημοπρασίαν τελειωτικὴν ὅπως, ὁ δημοτικὸς φόρος διὰ δημοπρασίαν ὁ δημοτικὸς φόρος τῶν τετρακοσίων. Ὡς καὶ πρότερον ἡ πρώτη ἡ τῷ δημοπρασίᾳ κατασκευάζει πλεῖον ταύτην ὑπὸ τὴν πλειοδότην καὶ δημοπρατεῖται ἐπὶ τῶν ἐν τῇ πρώτῃ δημο- πρασίᾳ ἐκτιθέμενος 800,000 δραχμάς.: [766, 2080, 1009, 2232]
stock-unit: »: [192, 622, 209, 636]
paragraph: — Ἄλλος σεισμὸς ἠσθάνθη χθὲς ἐν Ἀγγλίᾳ καὶ καταστροφὰς ἀπέφερεν πολλάς.: [1240, 852, 1457, 898]
paragraph: — Ἐν Λονδίνῳ ἐνεργοῦνται αἱ τῶν παραστάσεων διὰ τὸ ἐργόχειρον τῶν ἐν τῷ ἐργοστασίῳ καὶ τῆς ἀκολουθούσης αὐτὴν πολυτελείας.: [1240, 900, 1457, 977]
stock-value: 131.—: [209, 524, 254, 537]
paragraph: Ὁ Παπαγρόγου (Συνήγορος). Κ. Πρόεδρε παρακαλῶ νὰ προσθέσω εἰς τὸν εἰσπράκτορα μὲ ποιο ἦλθε;: [514, 1734, 757, 1780]
paragraph: Ὁ αὐτὸς φοιτητὴς ἔγραψεν εἰς τὰ ἐπιστολὰ τὰς κατὰ τῶν φοιτητῶν γραφόμενα. Συ-: [13, 1955, 254, 2001]
paragraph: Ἐξετάζονται εἶτα ὁ καὶ ἄλλοι μάρτυρες οἵτινες ἐπεσφήσαν τὰ αὐτὰ.: [514, 2096, 757, 2127]
paragraph: Ἀνακοίνωσε χθὲς πρὸ τῆς μεσημβρίας εἰς τὰ Ἀνάκτορα οἱ κ. κ. ἐπὶ τῶν Ἐξωτε- ρικῶν καὶ Στρατιωτικῶν ὑπουργοὶ συνεργάσθη- σαν μετὰ τῆς Α. Μ. τοῦ Βασιλέως ἐφ' ἱκανὴν ὥραν.: [766, 345, 1009, 435]
stock-value: 99.75: [209, 454, 254, 468]
divider: [13, 297, 254, 298]
paragraph: Ἔχομεν ἱερέα ἐφημέριον τοῦ χωρίου μας ὀνομαζόμενον Φώτιον Βλάχον, ἔχομεν γνωρίζο- μεν δὲ ὅτι ἐν γνώσει τοῦ Σεβ. Μητροπολίτου συνομαρτήσει δὲ ἱερέως κατὰ θεῖα δὲ ἐκκλησιάζει. α) τὴν Θείαν μετάδοσιν, 6) τὸ βάπτισμα, γ) τὸ εὐχέλαιον, δ) τὸ ἐπὶ τάφου καὶ ἔτι. Εἶνε κἀκεῖ τῆς Ἐκκλησίας καὶ τοιοῦτος διαπραξάμενος ἐπισκόπιον τῆς ἐκκλησίας ἐπισκόπου; ἐὰν μεταβῇ εἰς τὴν ἐπίσημον ἐκκλησίαν τῆς ἐνορίας μας εἰς τὴν ἐπισκοπὴν ἐν ᾗ ἐφημερεύει καὶ λειτουργεῖ τὸ διάταγμα τοῦ Σεβ. Μητροπολίτου διατί.: [1018, 906, 1231, 1164]
subheadline: (ΤΗΛΕΦΩΝΙΚΩΣ): [766, 1160, 1009, 1174]
stock-name: Πυριτιδοποιείου: [13, 607, 192, 621]
section-subhead: Γεῦμα ἐν τῇ Γερμανικῇ πρεσβείᾳ: [766, 715, 1009, 746]
column-divider: [510, 88, 511, 2106]
paragraph: Χθὲς τὴν 3 μ. μ. ὥραν ἡ Α. Μ. ἡ Βα- σίλισσα μετὰ τοῦ κληρονόμου συνοδεία κ. Με- σαλᾶ κατῆλθεν εἰς Πειραιᾶ πρὸς ἐπίσκεψιν τοῦ Ζαννείου Νοσοκομείου.: [766, 198, 1009, 274]
paragraph: Μάρ. Ὄχι.: [263, 2301, 505, 2317]
paragraph: Ὁ Ἀσπρόγευρ. Οἰνοβατ. καλεῖται ὁ κ. Παπαδόπουλος. Μὰς αἱ ἐκτάκτου αὐτὸς ὁ Ζαφείριος παρὰ νὰ μὲν ἀπάρρωσε ἐπὶ τὰς ἐπὶ τὸν ὑπὲρ ἰδιώτου τοῦ ταμείου.: [514, 1656, 757, 1732]
stock-row: [13, 636, 254, 650]
stock-row: [13, 650, 254, 663]
masthead-title: ΕΜΠΡΟΣ: [45, 92, 249, 139]
section-subhead: Ἐξακολούθησις τῆς δίκης.— Σειρὰ ἀποκαλύψεων: [514, 261, 757, 292]
stock-value: 57.—: [209, 593, 254, 607]
paragraph: Ἦτο ἕνα ἀπὸ τὰ νόστιμα καὶ χαριτωμένα κορίτσια γεννηθῆν, ὡς ἐκ πλάνης τῆς εἱμαρμένης, ἐν τινι οἰκογενείᾳ ὑπαλλήλου.: [1240, 1170, 1457, 1231]
diigima-label: ΔΙΗΓΗΜΑ ΤΟΥ ΕΜΠΡΟΣ: [1240, 1060, 1457, 1082]
stock-name: Ἑταιρίας μονοπωλ. φρ. χρ. 125: [13, 496, 192, 524]
header-rule: [13, 81, 1457, 83]
stock-name: Συνάλ. ἐπὶ Ἀγγλίας: [13, 650, 192, 663]
letter-signature-names: [1018, 1247, 1226, 1274]
stock-value: 35.—: [209, 537, 254, 551]
paragraph: ἐληθεῖσες εἰς θεραπείαν ἐωρεάν, δυνάμει τῆς μετὰ τοῦ δήμου Σχετικῆς συμβάσεως, 22 ἐκ παρουσίασαν ἐπίσημα ἔγγραφα πε- νίας διαβεβαιοῦντα κρίσεως διοικητικῶν καὶ δημοτικῶν ἀρχῶν, ἐπιδεχθέντες εἰς θερα- πείαν ἐπίσης δωρεάν, συμφώνως τῷ σχετικῷ νόμῳ.: [13, 748, 254, 869]
paragraph: Καλοῦνται σήμερον τὴν 2 μ. μ. ἅπαντες οἱ φοιτηταὶ παρὰ τῷ κ. Ζαφειρίῳ διὰ νὰ συζητήσουν καὶ νὰ ἀποφασίσουν περὶ τοῦ πρακτικοῦ τοῦ Γυμνάσιου τοῦ Ζητήματος.: [766, 2445, 1009, 2520]
paragraph: Ὡς γνωστὸν κατὰ τῶν ἐπεισοδίων τῆς Ἐμπορικῆς Λέσχης ὁ Νομάρχης κ. Νομάρχου κατέστησε κατάλληλον ἐνεργήσας τὴν γενομένην ἐκλογὴν τῆς νέας Ἐ- φόρου, καὶ ἐξέδωκε διαταγήν, διὰ τῆς ὁποίας ἀνέθηκεν τὴν διοίκησιν τῆς Λέσχης ὁ τέως Πρόεδρος κ. Ι. Κοστογιορ ὅπως ἀναλάβῃ τὴν διοίκησιν ἐντὸς 24 ὡρῶν.: [766, 1402, 1009, 1554]
paragraph: — Τὸν κατὰ τὸν θάνατον τοῦ κόσμου τῶν τοιούτων ἐπειδὴ τὰ σημεῖα ἐκ τοῦ Εὐαγγελίου τὸ τὰς εὐεργεσίας καὶ διὰ τὰς ἐπαινέσεις.: [1240, 978, 1457, 1055]
letter-signature-place-date: Ἐν Κάλφῳ τῇ 8 Ἰανουαρίου 1897.: [1018, 1229, 1226, 1243]
headline-athinaikos-kosmos: ΑΘΗΝΑΙΚΟΣ ΚΟΣΜΟΣ: [766, 94, 1009, 175]
stock-name: Λαχειοφόρου Τραπέζης: [13, 468, 192, 481]
paragraph: Ὁ σημερινὸς Κώδων εἶνε πλήρης σατυρικοῦ πνεύματος καὶ εὐθυμογραφικῶν στίχων.: [1018, 575, 1231, 621]
section-subhead: Ἐπιστημονικαὶ διαλέξεις: [514, 2132, 757, 2148]
paragraph: ὁ δημαιολογιστὴς τῆς ἐνταῦθα Νομαρχίας, ὅστις ἐνήργησε τὴν ἐξέλεγξιν τοῦ δημοτι- κοῦ ταμείου Αἰγίνης μετὰ τὴν κατάχρησιν οὗτος καταθέτει ὅτι ἡ κατάχρησις τῶν 47000 δραχμῶν δὲν ἐγένετο ἐφάπαξ, ἀλλὰ κατὰ διαφόρους ἐποχάς. Μεθ' ὃ διακόπτε- ται ἡ συνεδρίασις διὰ τὴν 3 μ. μ. ὥραν.: [514, 88, 757, 225]
signature-names: Ἰ. Σ. Κολικάστασις, Α. Κατσαγάνης Ν. Ράστος: [1071, 1247, 1226, 1274]
subheadline: Η ΔΙΚΗ ΤΟΥ ΖΑΦΕΙΡΙΟΥ: [263, 1565, 505, 1583]
stock-row: [13, 622, 254, 636]
paragraph: Πρόεδ. Τὸν συνήντησες δευτέραν φοράν;: [514, 722, 757, 752]
section-subhead: Ὁ δήμαρχος Φαλασίας: [766, 830, 1009, 845]
paragraph: Μάρ. Μάλιστα, ἀλλὰ καὶ τότε...: [514, 755, 757, 771]
stock-value: 112.50: [209, 552, 254, 566]
paragraph: Ἔρχεται ὕστερον ὁ κ. Καλαμποδή- κης, ἄλλοτε ἀστυνόμος Αἰγίνης, καθὼς καὶ ἄλλοι τινὲς οἵτινες ἐπέμεινον νὰ ἔπαινον τὸν εἰσπράκτορα Μοίραν εἰδότων ὅτι ἐχάθη- σαν παρὰ τῶν τὰ χρήματα αὐτὰ ἡ ἐντυπωσία.: [514, 1344, 757, 1451]
stock-name: Εἰκοσάφραγκον: [13, 622, 192, 636]
paragraph: Ὁ λοχαγὸς κ. Δαγκλῆς ὑπερασπι- ζόμενος τὸν Ζαφείριον λέγει ὅτι εἶνε ἔξοχος ἄνθρωπος καὶ ὅτι ἐρωτὰ εἰς τὸν πόλεμον ἔδειξε μεγάλον ἐπαίνους στέφανος (!) καὶ τοῦ λαοῦ.: [514, 1265, 757, 1341]
paragraph: Χθὲς περὶ τὴν 3 μ. μ. ἐξῆλθεν εἰς τὸ πέλαγος ὁ ἀτμομοσφαίρου «Ἀλφειός» ἐν μέσῳ πολλοῦ ἀντί ναυτικῶν δοκίμιον κομμάτων τῶν πλοίων. Θέλει δὲ συνέρχηται πρὸς συμπλήρωσιν τῶν δοκιμῶν.: [766, 1966, 1009, 2057]
paragraph: ΕΛΑΒΟΜΕΝ ἐκ Πατρῶν ἐν συλλάβιον μετὰ τὴν ἐπιγραφὴν Ἐξεγέρσου Σιὼν καὶ ἐν παραρτήματι Λόγος ὑπὲρ τῆς ἀληθείας προσαγορευμένα ἀπὸ τὸν θεῖον Ἰωάννην, ὡς καὶ ἐπιστολὴν τοῦ Ἀρνέλλου. Ἐπεχειρήσαμεν νὰ ἀναγνώσωμεν, ἀλλὰ μόλις διεξήλ- θομεν ὀλίγας γραμμὰς, κατελήφθημεν ἀπὸ ζάλην ἐκ μόνου τοῦ ὅτι πρόκειται περὶ τῆς προφητικῆς ἀνεξαρτησίας. Τώρα δ' ἐν- νοοῦμεν διατί αἱ Ἁγίαι Γραφαὶ ὁδηγοῦσι πολλοὺς εἰς τὸ φρενοκομεῖον. Τὸν Θεὸν δὲ ἀναλέγουμεν πῶς νὰ ἐφόρευσεν ὁ Ἀρνέλλος καὶ λέγει τὰς μετὰ τὰς ἀπιστίας.: [263, 1063, 505, 1321]
stock-name: Σιδηροδρ. Θεσσαλίας: [13, 552, 192, 566]
paragraph: Τὸν Ζαφείριον δὲ πολὺ ὁ ἄνθρωπον τὸν γνωρίζεις· ἐρωτᾷ ὁ Πρόεδρος.: [514, 1452, 757, 1483]
section-subhead: Συνοδεύσεις πλοῦς τὴν δοκιμὴν: [766, 1933, 1009, 1964]
paragraph: ΜΑΛΛΟΝ εὐανάγνωστα καὶ εὐνόητα εἶναι τὰ ὑπὸ τῆς Πελοποννήσου γραφό- μενα ὑπὸ τὸν τίτλον Βίος καὶ πολιτεία τοῦ προφήτου Ἀρνέλλου, δι' ὧν ἀ- ποδεικνύεται ὅτι ὁ Ἀρνέλλος πρὸ ἡ ὥρα τῆς μετανοίας παρέβη εἰς τὴν πόλιν τῆς Πάτρας ἐπισκεφθεὶς τῆς τὴν λει- τουργίαν, καὶ ὅτι τὸ καταπατήσεως οἰκοπέδου. Ἡ ἐφημερὶς διαβεβαιοῖ ὅτι ὁ Ἀρνέλλος συμ- βολίζεται τὸ ἀρνίον τῆς Ἀποκαλύψεως, ὁ δὲ Ἀρμαγεδὼν εἶναι παραφθορὰ τοῦ Ἀρμα- γεδών.: [263, 1324, 505, 1521]
stock-row: [13, 482, 254, 496]
paragraph: Πολλοὶ τούτων ἔχοντες ἀντιθέτους ἰδέας ἀπέκρουσαν τὴν γνώμην ταύτην καὶ περιῆλ- θον εἰς ἔριδα, θὰ συνεπλέκοντο δὲ ἂν μὴ ἡ παρεμβᾶσα ἀστυνομία τοὺς διέλυεν.: [263, 463, 505, 539]
stock-name: Λαυρίου: [13, 580, 192, 593]
running-header-date: 12 Ἰανουαρίου 1897: [693, 55, 864, 74]
paragraph: Μάρ. (ἀπαθῶς) Ναί. Καὶ μάλιστα εἶχα τόσον φόβο, ποῦ ὅταν ἔπῆγα στοῦ Πέτκα μοῦ εἶπαν: Συτηρὴν, δὲν εἶσαι καλά; Δὲν ἔφαγα ἀπὸ τὴν ἀγκάλη του, τίποτε...: [514, 791, 757, 867]
paragraph: Πρ. Εἶμαι ρωδισμένος.: [514, 870, 757, 886]
paragraph: Ἡ δίκη ἤρχισεν τὴν 9ην π. μ.: [263, 1958, 505, 1973]
paragraph: Πρόεδρος τῶν συνέδρων ἦτο ὁ ἐφέτης Γ. Βελλῆνος, Σύνεδροι δὲ οἱ κ. κ. πρωτο- δίκαι Γ. Καρκανῆς. Εἰσαγγελεὺς ὁ ἀντει- σαγγελεὺς Ἐφετῶν Μ. Ἀποστολίδης, προ- σήγγισεν τὸν ἐνόρκιμον δὲ ὁ ἐισηγητὴς ὁ κ. Ἔ- δέκην. Συνήγορος τοῦ μὲν Μοίρα ἦσαν οἱ κ.κ. Κ. Κωστῆς τοῦ δὲ Ζαφειρίου οἱ κ.κ. Παπαγγέρνου, Σκαλίδης, Μερκούρης καὶ Κλεισθένης, Σακόδης.: [263, 1789, 505, 1956]
stock-unit: »: [192, 552, 209, 566]
column-3: [514, 88, 757, 2106]
column-1: [13, 88, 254, 2106]
paragraph: Ἀκολουθοῦν ἐκ τῶν μάλιστα ἀφέν τῆς ἐσόφη ἀνθεῖς τῶν ἄλλων καὶ παρὰ τὸν τούς ἐπεσπηρε εἰς τοὺς τεταρτοῦ. Εἶτα εἴπε τῶν δόσεις εἶλεινε 200 καὶ 300 δραχμὰς ὡς ἐν τῇ τῆς κατηγορουμένης διὰ τὸ Ζαφείριον διὰ χρηματικὰ ποσά.: [514, 1987, 757, 2094]
stock-row: [13, 580, 254, 593]
